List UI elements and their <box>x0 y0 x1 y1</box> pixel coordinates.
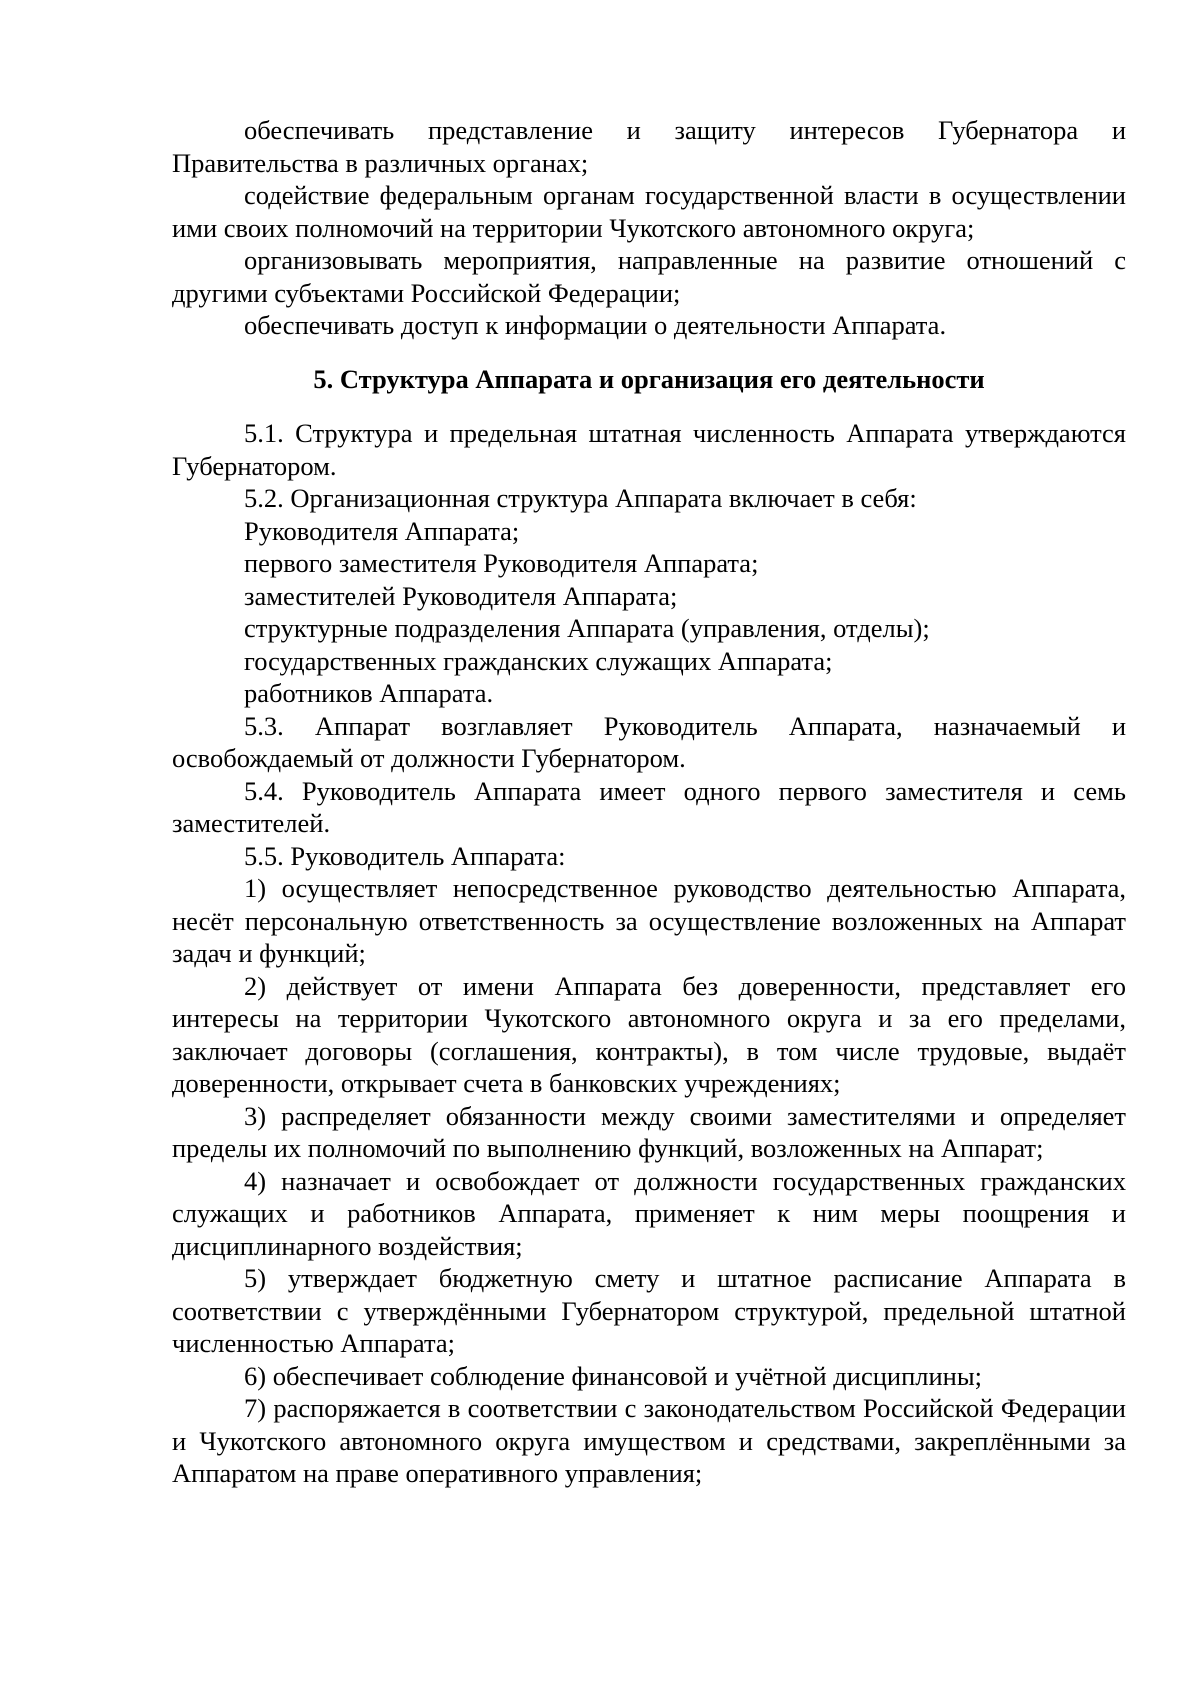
document-body <box>172 114 1126 1490</box>
paragraph: 5.5. Руководитель Аппарата: <box>244 840 566 871</box>
list-item: первого заместителя Руководителя Аппарата; <box>244 548 759 578</box>
section-heading: 5. Структура Аппарата и организация его деятельности <box>313 363 985 394</box>
list-item: 1) осуществляет непосредственное руководство деятельностью Аппарата, несёт персональную ответственность за осуществление возложенных на Аппарат задач и функций; <box>172 873 1126 968</box>
list-item: структурные подразделения Аппарата (управления, отделы); <box>244 613 930 643</box>
paragraph: 5.1. Структура и предельная штатная численность Аппарата утверждаются Губернатором. <box>172 418 1126 481</box>
list-item: 6) обеспечивает соблюдение финансовой и учётной дисциплины; <box>244 1360 983 1391</box>
list-item: Руководителя Аппарата; <box>244 515 520 546</box>
paragraph: обеспечивать доступ к информации о деятельности Аппарата. <box>244 310 947 340</box>
paragraph: 5.4. Руководитель Аппарата имеет одного первого заместителя и семь заместителей. <box>172 775 1126 838</box>
list-item: 3) распределяет обязанности между своими заместителями и определяет пределы их полномочий по выполнению функций, возложенных на Аппарат; <box>172 1100 1126 1163</box>
list-item: работников Аппарата. <box>244 678 494 708</box>
list-item: 7) распоряжается в соответствии с законодательством Российской Федерации и Чукотского автономного округа имуществом и средствами, закреплёнными за Аппаратом на праве оперативного управления; <box>172 1393 1126 1488</box>
list-item: 5) утверждает бюджетную смету и штатное расписание Аппарата в соответствии с утверждёнными Губернатором структурой, предельной штатной численностью Аппарата; <box>172 1263 1126 1358</box>
paragraph: содействие федеральным органам государственной власти в осуществлении ими своих полномочий на территории Чукотского автономного округа; <box>172 180 1126 243</box>
list-item: 4) назначает и освобождает от должности государственных гражданских служащих и работников Аппарата, применяет к ним меры поощрения и дисциплинарного воздействия; <box>172 1165 1126 1261</box>
list-item: государственных гражданских служащих Аппарата; <box>244 645 833 676</box>
paragraph: 5.3. Аппарат возглавляет Руководитель Аппарата, назначаемый и освобождаемый от должности Губернатором. <box>172 710 1126 773</box>
paragraph: организовывать мероприятия, направленные на развитие отношений с другими субъектами Российской Федерации; <box>172 245 1126 308</box>
paragraph: 5.2. Организационная структура Аппарата включает в себя: <box>244 483 917 513</box>
list-item: 2) действует от имени Аппарата без доверенности, представляет его интересы на территории Чукотского автономного округа и за его пределами, заключает договоры (соглашения, контракты), в том числе трудовые, выдаёт доверенности, открывает счета в банковских учреждениях; <box>172 970 1126 1098</box>
paragraph: обеспечивать представление и защиту интересов Губернатора и Правительства в различных органах; <box>172 115 1126 178</box>
list-item: заместителей Руководителя Аппарата; <box>244 580 678 611</box>
